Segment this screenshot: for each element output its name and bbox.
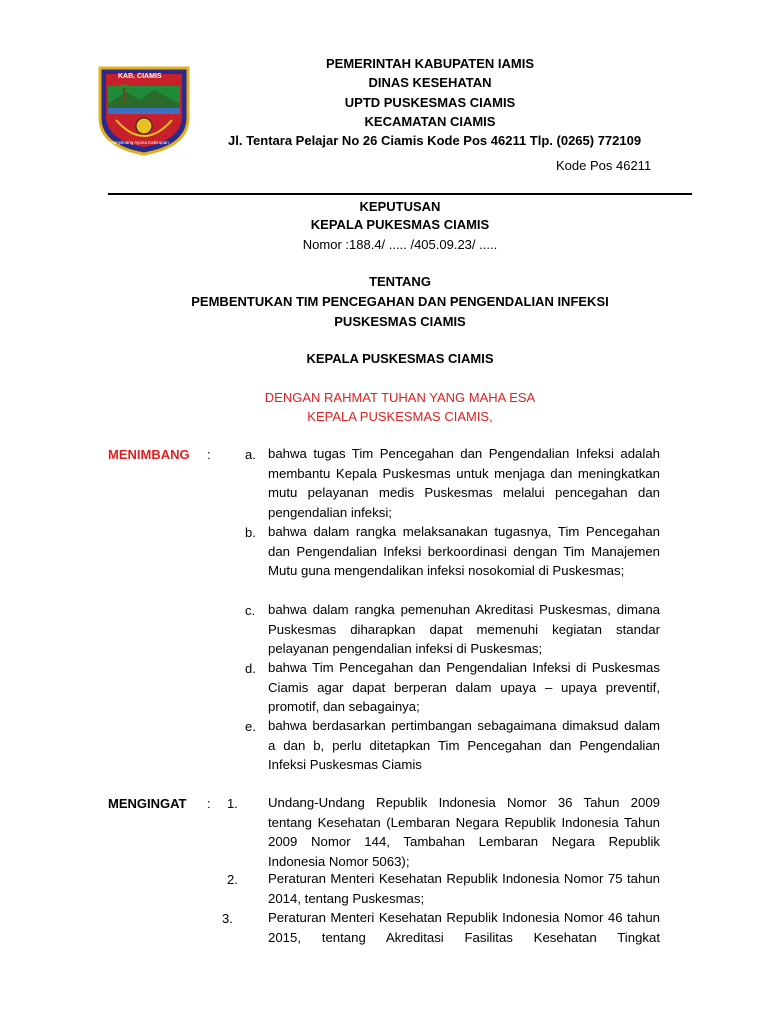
- section-heading: KEPALA PUSKESMAS CIAMIS: [306, 351, 494, 366]
- kabupaten-logo: [96, 64, 192, 156]
- letterhead-line-1: PEMERINTAH KABUPATEN IAMIS: [326, 56, 534, 71]
- header-divider: [108, 193, 692, 195]
- letterhead-line-2: DINAS KESEHATAN: [368, 75, 492, 90]
- logo-top-text: KAB. CIAMIS: [118, 73, 162, 80]
- menimbang-marker-e: e.: [245, 719, 256, 734]
- mengingat-item-3: Peraturan Menteri Kesehatan Republik Indonesia Nomor 46 tahun 2015, tentang Akreditasi Fasilitas Kesehatan Tingkat: [268, 910, 660, 945]
- menimbang-marker-a: a.: [245, 447, 256, 462]
- mengingat-marker-2: 2.: [227, 872, 238, 887]
- letterhead-line-4: KECAMATAN CIAMIS: [364, 114, 496, 129]
- mengingat-item-1: Undang-Undang Republik Indonesia Nomor 36 Tahun 2009 tentang Kesehatan (Lembaran Negara Republik Indonesia Tahun 2009 Nomor 144, Tambahan Lembaran Negara Republik Indonesia Nomor 5063);: [268, 795, 660, 869]
- menimbang-label: MENIMBANG: [108, 447, 190, 462]
- tentang-label: TENTANG: [369, 274, 431, 289]
- subject-line-2: PUSKESMAS CIAMIS: [334, 314, 466, 329]
- rahmat-line-1: DENGAN RAHMAT TUHAN YANG MAHA ESA: [264, 390, 536, 405]
- document-number: Nomor :188.4/ ..... /405.09.23/ .....: [302, 237, 498, 252]
- menimbang-item-d: bahwa Tim Pencegahan dan Pengendalian Infeksi di Puskesmas Ciamis agar dapat berperan dalam upaya – upaya preventif, promotif, dan sebagainya;: [268, 660, 660, 714]
- letterhead-line-3: UPTD PUSKESMAS CIAMIS: [344, 95, 516, 110]
- mengingat-marker-1: 1.: [227, 796, 238, 811]
- issuer: KEPALA PUKESMAS CIAMIS: [310, 217, 490, 232]
- menimbang-item-e: bahwa berdasarkan pertimbangan sebagaimana dimaksud dalam a dan b, perlu ditetapkan Tim Pencegahan dan Pengendalian Infeksi Puskesmas Ciamis: [268, 718, 660, 772]
- mengingat-label: MENGINGAT: [108, 796, 187, 811]
- menimbang-marker-c: c.: [245, 603, 256, 618]
- subject-line-1: PEMBENTUKAN TIM PENCEGAHAN DAN PENGENDALIAN INFEKSI: [191, 294, 609, 309]
- kode-pos: Kode Pos 46211: [556, 158, 652, 173]
- menimbang-marker-b: b.: [245, 525, 256, 540]
- menimbang-marker-d: d.: [245, 661, 256, 676]
- doc-type: KEPUTUSAN: [359, 199, 441, 214]
- mengingat-item-2: Peraturan Menteri Kesehatan Republik Indonesia Nomor 75 tahun 2014, tentang Puskesmas;: [268, 871, 660, 906]
- menimbang-item-b: bahwa dalam rangka melaksanakan tugasnya, Tim Pencegahan dan Pengendalian Infeksi berkoordinasi dengan Tim Manajemen Mutu guna mengendalikan infeksi nosokomial di Puskesmas;: [268, 524, 660, 578]
- mengingat-marker-3: 3.: [222, 911, 233, 926]
- menimbang-colon: :: [207, 447, 211, 462]
- letterhead-address: Jl. Tentara Pelajar No 26 Ciamis Kode Pos 46211 Tlp. (0265) 772109: [228, 133, 642, 148]
- rahmat-line-2: KEPALA PUSKESMAS CIAMIS,: [307, 409, 493, 424]
- menimbang-item-c: bahwa dalam rangka pemenuhan Akreditasi Puskesmas, dimana Puskesmas diharapkan dapat memenuhi kegiatan standar pelayanan pengendalian infeksi di Puskesmas;: [268, 602, 660, 656]
- menimbang-item-a: bahwa tugas Tim Pencegahan dan Pengendalian Infeksi adalah membantu Kepala Puskesmas untuk menjaga dan meningkatkan mutu pelayanan medis Puskesmas melalui pencegahan dan pengendalian infeksi;: [268, 446, 660, 520]
- logo-motto-text: Manyimang Ayuna Kahirupan: [110, 140, 169, 145]
- mengingat-colon: :: [207, 796, 211, 811]
